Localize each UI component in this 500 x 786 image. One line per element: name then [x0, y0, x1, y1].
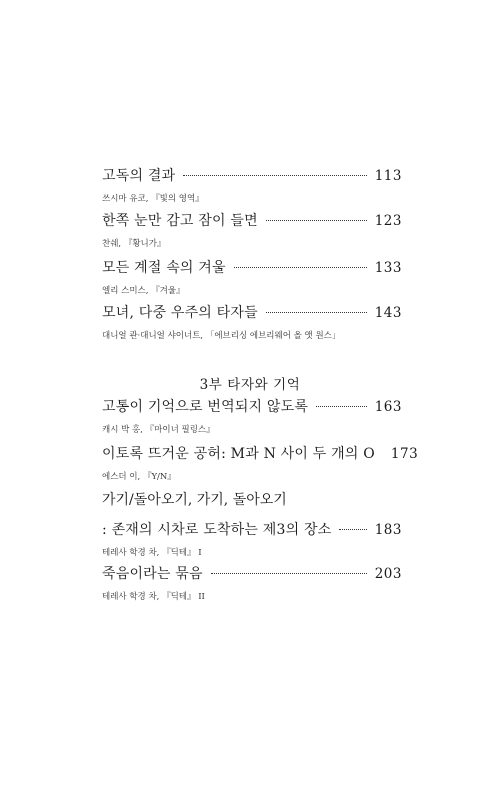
toc-entry [102, 396, 402, 435]
toc-author: 에스더 이, 『Y/N』 [102, 472, 176, 482]
toc-page-number: 203 [374, 566, 402, 582]
toc-title: 모든 계절 속의 겨울 [102, 260, 226, 276]
toc-title: 고독의 결과 [102, 168, 176, 184]
toc-title: 고통이 기억으로 번역되지 않도록 [102, 399, 309, 415]
toc-title: 한쪽 눈만 감고 잠이 들면 [102, 213, 258, 229]
toc-title: 이토록 뜨거운 공허: M과 N 사이 두 개의 O [102, 446, 375, 462]
toc-author: 대니얼 콴·대니얼 샤이너트, 「에브리싱 에브리웨어 올 앳 원스」 [102, 331, 341, 341]
toc-page-number: 113 [374, 168, 402, 184]
toc-entry [102, 489, 402, 558]
toc-page-number: 163 [374, 399, 402, 415]
toc-title: 죽음이라는 묶음 [102, 566, 203, 582]
toc-entry [102, 257, 402, 296]
toc-title: 모녀, 다중 우주의 타자들 [102, 305, 258, 321]
toc-entry [102, 443, 419, 482]
toc-title-line [102, 396, 402, 416]
toc-title-line [102, 519, 402, 539]
toc-title: 가기/돌아오기, 가기, 돌아오기 [102, 492, 287, 508]
toc-entry [102, 210, 402, 249]
toc-author: 캐시 박 홍, 『마이너 필링스』 [102, 425, 215, 435]
toc-title-line [102, 443, 419, 463]
toc-page-number: 143 [374, 305, 402, 321]
leader-dots [234, 267, 367, 268]
section-heading: 3부 타자와 기억 [199, 377, 301, 393]
toc-title-line [102, 257, 402, 277]
leader-dots [211, 573, 367, 574]
leader-dots [183, 175, 366, 176]
toc-author: 테레사 학경 차, 『딕테』 II [102, 592, 205, 602]
toc-title-line [102, 210, 402, 230]
toc-entry [102, 563, 402, 602]
leader-dots [266, 312, 367, 313]
toc-author: 쓰시마 유코, 『빛의 영역』 [102, 194, 204, 204]
toc-page-number: 173 [390, 446, 419, 462]
toc-title-line [102, 302, 402, 322]
toc-page-number: 133 [374, 260, 402, 276]
toc-author: 찬쉐, 『황니가』 [102, 239, 166, 249]
leader-dots [339, 529, 366, 530]
toc-title-line [102, 563, 402, 583]
toc-title-line [102, 165, 402, 185]
leader-dots [316, 406, 367, 407]
leader-dots [266, 220, 367, 221]
toc-author: 엘리 스미스, 『겨울』 [102, 286, 185, 296]
toc-page-number: 123 [374, 213, 402, 229]
toc-page-number: 183 [374, 522, 402, 538]
toc-title-continued: : 존재의 시차로 도착하는 제3의 장소 [102, 522, 332, 538]
toc-entry [102, 302, 402, 341]
toc-entry [102, 165, 402, 204]
toc-author: 테레사 학경 차, 『딕테』 I [102, 548, 202, 558]
